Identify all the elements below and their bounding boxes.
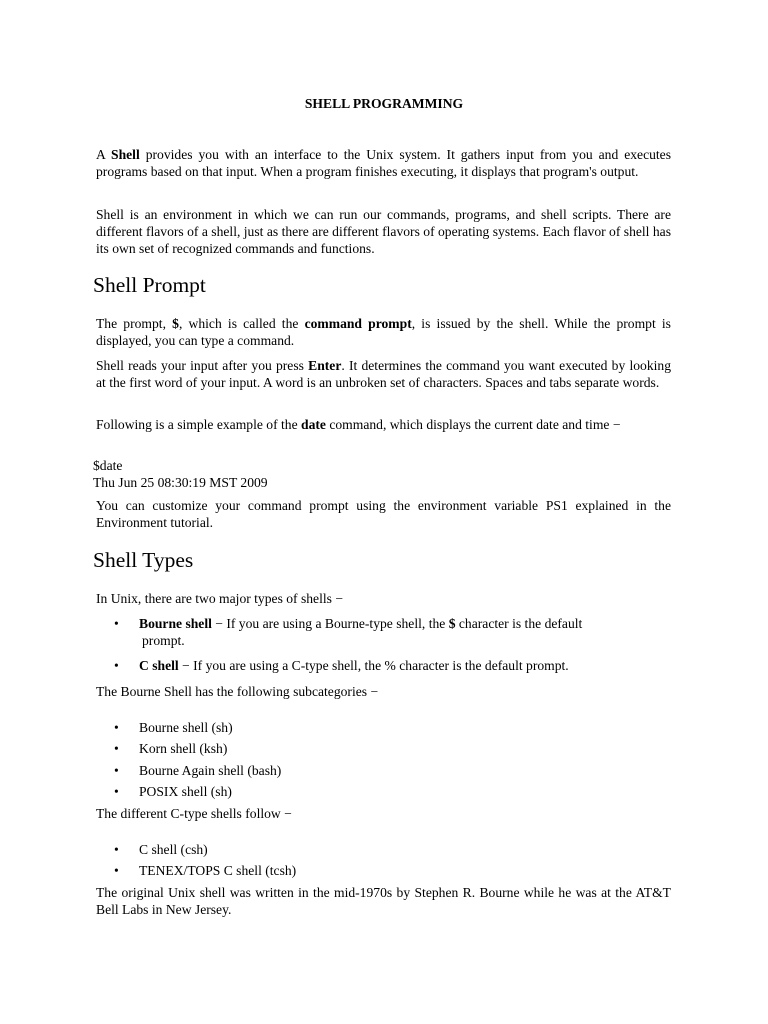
list-item-c-shell (114, 657, 671, 674)
list-item (114, 839, 671, 860)
list-item (114, 781, 671, 802)
text-run: Following is a simple example of the (96, 417, 302, 432)
list-item (114, 760, 671, 781)
bullet-icon: • (114, 863, 119, 879)
list-item (114, 860, 671, 881)
list-item-text: POSIX shell (sh) (139, 783, 232, 799)
text-run: The prompt, (96, 316, 173, 331)
intro-paragraph-2: Shell is an environment in which we can run our commands, programs, and shell scripts. There are different flavors of a shell, just as there are different flavors of operating systems. Each flavor of shell has its own set of recognized commands and functions. (96, 207, 671, 256)
bold-term-enter: Enter (308, 358, 342, 373)
list-item-text: Bourne shell (sh) (139, 720, 233, 735)
closing-paragraph: The original Unix shell was written in the mid-1970s by Stephen R. Bourne while he was at the AT&T Bell Labs in New Jersey. (96, 885, 671, 917)
prompt-paragraph-2 (96, 357, 671, 391)
bullet-icon: • (114, 762, 119, 778)
heading-shell-prompt: Shell Prompt (93, 273, 206, 297)
text-run: , which is called the (178, 316, 305, 331)
code-line-output: Thu Jun 25 08:30:19 MST 2009 (93, 475, 268, 490)
bold-term-bourne-shell: Bourne shell (139, 616, 212, 631)
list-item-text: Bourne Again shell (bash) (139, 762, 282, 778)
bold-term-command-prompt: command prompt (304, 316, 412, 331)
bullet-icon: • (114, 720, 119, 735)
text-run: − If you are using a Bourne-type shell, the (211, 616, 449, 631)
text-run: provides you with an interface to the Unix system. It gathers input from you and executes programs based on that input. When a program finishes executing, it displays that program's output. (96, 147, 672, 179)
bold-term-shell: Shell (111, 147, 140, 162)
list-item (114, 738, 671, 759)
text-run: command, which displays the current date and time − (325, 417, 621, 432)
text-run: character is the default (455, 616, 583, 631)
text-run: . It determines the command you want executed by looking at the first word of your input. A word is an unbroken set of characters. Spaces and tabs separate words. (96, 358, 671, 390)
bold-dollar: $ (448, 616, 456, 631)
bold-dollar: $ (172, 316, 179, 331)
heading-shell-types: Shell Types (93, 548, 194, 572)
major-shell-list (114, 615, 671, 674)
types-intro: In Unix, there are two major types of shells − (96, 591, 344, 606)
bold-term-c-shell: C shell (139, 658, 179, 673)
bullet-icon: • (114, 783, 119, 799)
c-type-shell-list (114, 839, 671, 882)
bourne-subcategory-list (114, 717, 671, 802)
bullet-icon: • (114, 616, 119, 631)
list-item (114, 717, 671, 738)
list-item-bourne (114, 615, 671, 649)
page-title: SHELL PROGRAMMING (304, 96, 464, 111)
bold-term-date: date (301, 417, 326, 432)
bourne-intro: The Bourne Shell has the following subcategories − (96, 684, 379, 699)
text-run: prompt. (142, 633, 185, 648)
text-run: Shell reads your input after you press (96, 358, 309, 373)
list-item-text: C shell (csh) (139, 842, 208, 857)
c-type-intro: The different C-type shells follow − (96, 806, 292, 821)
text-run: , is issued by the shell. While the prompt is displayed, you can type a command. (96, 316, 671, 348)
bullet-icon: • (114, 658, 119, 673)
code-line-command: $date (93, 458, 123, 473)
text-run: − If you are using a C-type shell, the % character is the default prompt. (178, 658, 569, 673)
intro-paragraph-1 (96, 146, 671, 180)
prompt-paragraph-4: You can customize your command prompt using the environment variable PS1 explained in the Environment tutorial. (96, 498, 671, 530)
list-item-text: TENEX/TOPS C shell (tcsh) (139, 863, 297, 879)
bullet-icon: • (114, 842, 119, 857)
prompt-paragraph-3 (96, 416, 671, 433)
bullet-icon: • (114, 741, 119, 757)
prompt-paragraph-1 (96, 315, 671, 349)
text-run: A (96, 147, 112, 162)
list-item-text: Korn shell (ksh) (139, 741, 228, 757)
